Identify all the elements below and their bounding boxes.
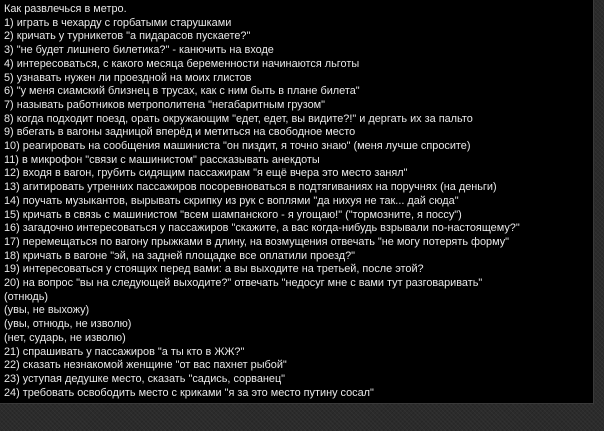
list-item: 3) "не будет лишнего билетика?" - канючить на входе [4,44,274,57]
list-item: 6) "у меня сиамский близнец в трусах, как с ним быть в плане билета" [4,85,360,98]
page-title: Как развлечься в метро. [4,3,127,15]
list-item: 5) узнавать нужен ли проездной на моих глистов [4,71,252,84]
list-item: 19) интересоваться у стоящих перед вами: а вы выходите на третьей, после этой? [4,263,424,276]
list-item: 13) агитировать утренних пассажиров посоревноваться в подтягиваниях на поручнях (на деньги) [4,181,497,194]
list-item: 11) в микрофон "связи с машинистом" рассказывать анекдоты [4,153,320,166]
list-item: 2) кричать у турникетов "а пидарасов пускаете?" [4,30,251,43]
list-item: 8) когда подходит поезд, орать окружающим "едет, едет, вы видите?!" и дергать их за пальто [4,112,473,125]
list-item: 10) реагировать на сообщения машиниста "он пиздит, я точно знаю" (меня лучше спросите) [4,140,471,153]
list-item: (увы, отнюдь, не изволю) [4,318,132,331]
list-item: 24) требовать освободить место с криками "я за это место путину сосал" [4,386,374,399]
list-item: 23) уступая дедушке место, сказать "садись, сорванец" [4,372,286,385]
list-item: 20) на вопрос "вы на следующей выходите?" отвечать "недосуг мне с вами тут разговаривать" [4,277,483,290]
list-item: 21) спрашивать у пассажиров "а ты кто в ЖЖ?" [4,345,245,358]
list-item: 1) играть в чехарду с горбатыми старушками [4,16,232,29]
list-item: 16) загадочно интересоваться у пассажиров "скажите, а вас когда-нибудь взрывали по-настоящему?" [4,222,520,235]
list-item: 18) кричать в вагоне "эй, на задней площадке все оплатили проезд?" [4,249,355,262]
list-item: 4) интересоваться, с какого месяца беременности начинаются льготы [4,57,360,70]
list-item: (отнюдь) [4,290,49,303]
list-item: 15) кричать в связь с машинистом "всем шампанского - я угощаю!" ("тормозните, я поссу") [4,208,462,221]
list-item: 7) называть работников метрополитена "негабаритным грузом" [4,98,326,111]
list-item: 17) перемещаться по вагону прыжками в длину, на возмущения отвечать "не могу потерять форму" [4,235,510,248]
list-item: 12) входя в вагон, грубить сидящим пассажирам "я ещё вчера это место занял" [4,167,408,180]
list-item: (нет, сударь, не изволю) [4,331,126,344]
list-item: (увы, не выхожу) [4,304,90,317]
list-item: 9) вбегать в вагоны задницой вперёд и метиться на свободное место [4,126,356,139]
list-item: 22) сказать незнакомой женщине "от вас пахнет рыбой" [4,359,287,372]
list-item: 14) поучать музыкантов, вырывать скрипку из рук с воплями "да нихуя не так... дай сюда" [4,194,459,207]
